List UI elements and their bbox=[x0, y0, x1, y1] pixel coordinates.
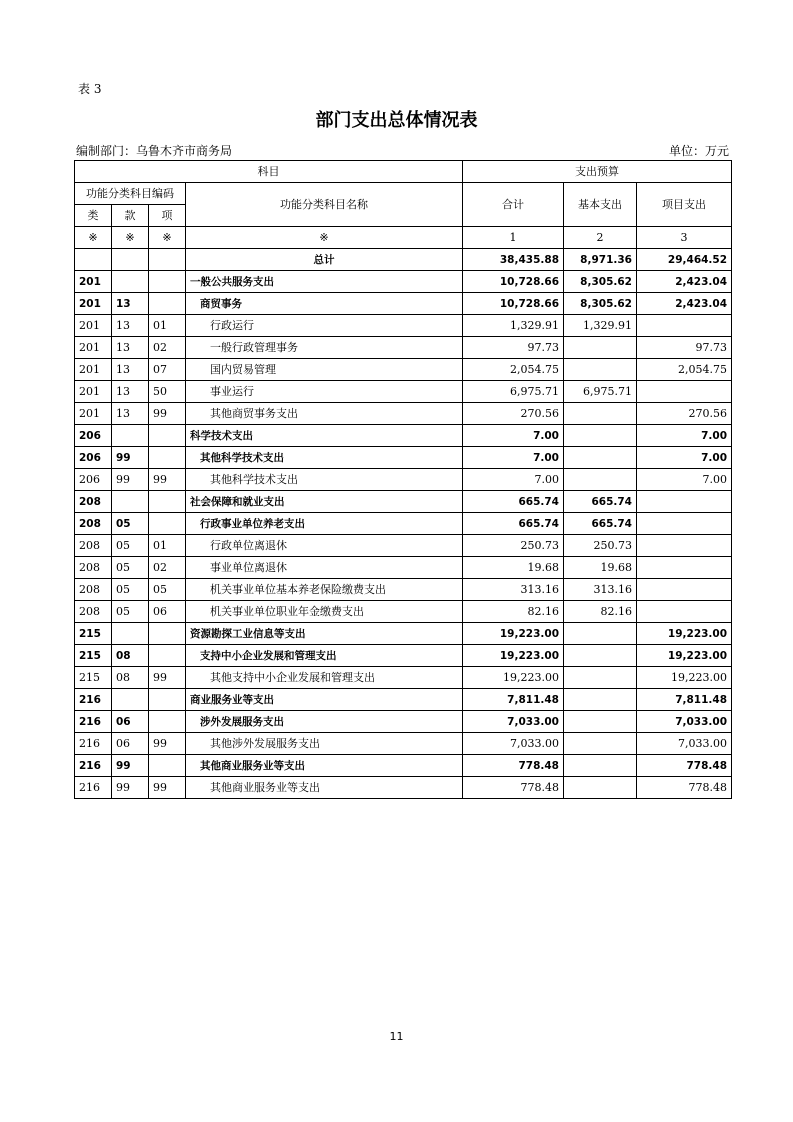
cell-total: 97.73 bbox=[463, 337, 564, 359]
table-row bbox=[75, 359, 732, 381]
cell-lei: 201 bbox=[75, 359, 112, 381]
table-row bbox=[75, 777, 732, 799]
header-basic: 基本支出 bbox=[564, 183, 637, 227]
cell-project: 7.00 bbox=[637, 447, 732, 469]
cell-name: 支持中小企业发展和管理支出 bbox=[186, 645, 463, 667]
cell-lei: 208 bbox=[75, 513, 112, 535]
cell-basic: 8,305.62 bbox=[564, 293, 637, 315]
cell-project: 29,464.52 bbox=[637, 249, 732, 271]
cell-xiang: 01 bbox=[149, 315, 186, 337]
cell-xiang: 06 bbox=[149, 601, 186, 623]
cell-lei: 208 bbox=[75, 491, 112, 513]
cell-basic bbox=[564, 469, 637, 491]
cell-name: 总计 bbox=[186, 249, 463, 271]
cell-name: 其他涉外发展服务支出 bbox=[186, 733, 463, 755]
cell-lei: 206 bbox=[75, 425, 112, 447]
cell-xiang: 02 bbox=[149, 337, 186, 359]
table-row bbox=[75, 491, 732, 513]
cell-project bbox=[637, 513, 732, 535]
cell-kuan: 05 bbox=[112, 579, 149, 601]
cell-xiang: 99 bbox=[149, 403, 186, 425]
cell-name: 国内贸易管理 bbox=[186, 359, 463, 381]
cell-basic bbox=[564, 447, 637, 469]
header-xiang: 项 bbox=[149, 205, 186, 227]
cell-project: 778.48 bbox=[637, 777, 732, 799]
table-number: 表 3 bbox=[78, 82, 102, 96]
cell-kuan bbox=[112, 491, 149, 513]
cell-kuan: 13 bbox=[112, 381, 149, 403]
cell-name: 其他科学技术支出 bbox=[186, 447, 463, 469]
table-row bbox=[75, 337, 732, 359]
table-row bbox=[75, 645, 732, 667]
cell-kuan: 05 bbox=[112, 557, 149, 579]
cell-total: 1,329.91 bbox=[463, 315, 564, 337]
cell-project: 7,033.00 bbox=[637, 711, 732, 733]
cell-lei: 216 bbox=[75, 689, 112, 711]
cell-total: 19,223.00 bbox=[463, 645, 564, 667]
cell-lei: 208 bbox=[75, 535, 112, 557]
cell-name: 其他支持中小企业发展和管理支出 bbox=[186, 667, 463, 689]
cell-kuan bbox=[112, 689, 149, 711]
cell-basic: 250.73 bbox=[564, 535, 637, 557]
cell-xiang bbox=[149, 623, 186, 645]
cell-project: 7.00 bbox=[637, 425, 732, 447]
mark-cell: ※ bbox=[149, 227, 186, 249]
cell-total: 10,728.66 bbox=[463, 271, 564, 293]
table-row bbox=[75, 425, 732, 447]
cell-xiang bbox=[149, 513, 186, 535]
cell-xiang: 99 bbox=[149, 733, 186, 755]
cell-xiang: 05 bbox=[149, 579, 186, 601]
cell-project bbox=[637, 381, 732, 403]
table-row bbox=[75, 447, 732, 469]
cell-basic bbox=[564, 689, 637, 711]
cell-total: 665.74 bbox=[463, 513, 564, 535]
table-row bbox=[75, 579, 732, 601]
cell-xiang: 50 bbox=[149, 381, 186, 403]
header-kuan: 款 bbox=[112, 205, 149, 227]
table-row bbox=[75, 513, 732, 535]
cell-basic: 82.16 bbox=[564, 601, 637, 623]
cell-project: 778.48 bbox=[637, 755, 732, 777]
cell-kuan: 13 bbox=[112, 337, 149, 359]
cell-total: 665.74 bbox=[463, 491, 564, 513]
cell-basic bbox=[564, 425, 637, 447]
cell-xiang: 99 bbox=[149, 777, 186, 799]
table-row bbox=[75, 689, 732, 711]
cell-basic: 6,975.71 bbox=[564, 381, 637, 403]
cell-basic bbox=[564, 337, 637, 359]
cell-basic: 313.16 bbox=[564, 579, 637, 601]
compiling-department: 编制部门：乌鲁木齐市商务局 bbox=[76, 144, 233, 158]
table-row bbox=[75, 249, 732, 271]
cell-basic: 665.74 bbox=[564, 513, 637, 535]
cell-kuan: 13 bbox=[112, 315, 149, 337]
cell-lei: 216 bbox=[75, 755, 112, 777]
header-project: 项目支出 bbox=[637, 183, 732, 227]
cell-kuan: 13 bbox=[112, 359, 149, 381]
cell-name: 机关事业单位职业年金缴费支出 bbox=[186, 601, 463, 623]
cell-xiang bbox=[149, 425, 186, 447]
cell-project: 97.73 bbox=[637, 337, 732, 359]
unit-label: 单位：万元 bbox=[668, 144, 729, 158]
cell-project bbox=[637, 491, 732, 513]
cell-name: 社会保障和就业支出 bbox=[186, 491, 463, 513]
cell-total: 10,728.66 bbox=[463, 293, 564, 315]
cell-name: 行政运行 bbox=[186, 315, 463, 337]
cell-kuan: 08 bbox=[112, 667, 149, 689]
cell-basic bbox=[564, 359, 637, 381]
cell-kuan: 05 bbox=[112, 601, 149, 623]
cell-xiang bbox=[149, 293, 186, 315]
table-row bbox=[75, 315, 732, 337]
cell-kuan: 05 bbox=[112, 513, 149, 535]
header-subject-name: 功能分类科目名称 bbox=[186, 183, 463, 227]
table-row bbox=[75, 271, 732, 293]
cell-lei: 216 bbox=[75, 733, 112, 755]
cell-name: 行政事业单位养老支出 bbox=[186, 513, 463, 535]
cell-name: 其他商业服务业等支出 bbox=[186, 777, 463, 799]
cell-total: 313.16 bbox=[463, 579, 564, 601]
column-number: 2 bbox=[564, 227, 637, 249]
cell-project: 19,223.00 bbox=[637, 667, 732, 689]
cell-total: 19,223.00 bbox=[463, 667, 564, 689]
cell-xiang: 99 bbox=[149, 469, 186, 491]
cell-kuan: 13 bbox=[112, 403, 149, 425]
cell-basic: 8,305.62 bbox=[564, 271, 637, 293]
cell-kuan: 06 bbox=[112, 711, 149, 733]
cell-lei: 215 bbox=[75, 623, 112, 645]
column-number: 1 bbox=[463, 227, 564, 249]
expenditure-table bbox=[74, 160, 732, 799]
cell-kuan: 06 bbox=[112, 733, 149, 755]
header-lei: 类 bbox=[75, 205, 112, 227]
cell-name: 一般行政管理事务 bbox=[186, 337, 463, 359]
cell-project: 19,223.00 bbox=[637, 623, 732, 645]
cell-project: 270.56 bbox=[637, 403, 732, 425]
cell-name: 事业单位离退休 bbox=[186, 557, 463, 579]
cell-kuan: 99 bbox=[112, 777, 149, 799]
cell-total: 2,054.75 bbox=[463, 359, 564, 381]
cell-lei: 216 bbox=[75, 711, 112, 733]
cell-lei: 208 bbox=[75, 601, 112, 623]
cell-xiang: 02 bbox=[149, 557, 186, 579]
cell-lei: 215 bbox=[75, 645, 112, 667]
cell-total: 7.00 bbox=[463, 469, 564, 491]
cell-project bbox=[637, 315, 732, 337]
cell-total: 19,223.00 bbox=[463, 623, 564, 645]
cell-project: 19,223.00 bbox=[637, 645, 732, 667]
cell-name: 行政单位离退休 bbox=[186, 535, 463, 557]
cell-kuan: 99 bbox=[112, 755, 149, 777]
cell-project bbox=[637, 557, 732, 579]
header-code-group: 功能分类科目编码 bbox=[75, 183, 186, 205]
cell-project: 7,033.00 bbox=[637, 733, 732, 755]
cell-basic bbox=[564, 667, 637, 689]
table-row bbox=[75, 535, 732, 557]
cell-kuan: 99 bbox=[112, 469, 149, 491]
cell-total: 38,435.88 bbox=[463, 249, 564, 271]
cell-total: 7.00 bbox=[463, 447, 564, 469]
cell-kuan: 13 bbox=[112, 293, 149, 315]
cell-lei: 208 bbox=[75, 557, 112, 579]
cell-name: 资源勘探工业信息等支出 bbox=[186, 623, 463, 645]
cell-lei: 201 bbox=[75, 381, 112, 403]
cell-xiang bbox=[149, 271, 186, 293]
mark-cell: ※ bbox=[112, 227, 149, 249]
table-row bbox=[75, 601, 732, 623]
cell-kuan: 99 bbox=[112, 447, 149, 469]
cell-kuan: 08 bbox=[112, 645, 149, 667]
cell-basic bbox=[564, 777, 637, 799]
cell-project bbox=[637, 535, 732, 557]
cell-lei: 201 bbox=[75, 315, 112, 337]
cell-xiang bbox=[149, 447, 186, 469]
cell-total: 7,033.00 bbox=[463, 711, 564, 733]
cell-lei: 206 bbox=[75, 469, 112, 491]
cell-name: 其他商业服务业等支出 bbox=[186, 755, 463, 777]
page-number: 11 bbox=[389, 1030, 404, 1043]
cell-lei: 208 bbox=[75, 579, 112, 601]
table-row bbox=[75, 667, 732, 689]
table-row bbox=[75, 557, 732, 579]
header-total: 合计 bbox=[463, 183, 564, 227]
cell-project: 7.00 bbox=[637, 469, 732, 491]
cell-project bbox=[637, 601, 732, 623]
column-number: 3 bbox=[637, 227, 732, 249]
cell-name: 其他商贸事务支出 bbox=[186, 403, 463, 425]
cell-total: 6,975.71 bbox=[463, 381, 564, 403]
cell-project: 2,054.75 bbox=[637, 359, 732, 381]
header-budget: 支出预算 bbox=[463, 161, 732, 183]
cell-project bbox=[637, 579, 732, 601]
cell-total: 7.00 bbox=[463, 425, 564, 447]
cell-basic bbox=[564, 403, 637, 425]
cell-name: 商业服务业等支出 bbox=[186, 689, 463, 711]
table-row bbox=[75, 755, 732, 777]
cell-xiang bbox=[149, 491, 186, 513]
cell-xiang: 01 bbox=[149, 535, 186, 557]
cell-kuan bbox=[112, 249, 149, 271]
cell-name: 事业运行 bbox=[186, 381, 463, 403]
cell-lei: 216 bbox=[75, 777, 112, 799]
cell-lei bbox=[75, 249, 112, 271]
cell-xiang bbox=[149, 689, 186, 711]
cell-basic bbox=[564, 733, 637, 755]
mark-cell: ※ bbox=[75, 227, 112, 249]
cell-total: 82.16 bbox=[463, 601, 564, 623]
cell-total: 7,033.00 bbox=[463, 733, 564, 755]
table-row bbox=[75, 469, 732, 491]
cell-total: 7,811.48 bbox=[463, 689, 564, 711]
cell-total: 250.73 bbox=[463, 535, 564, 557]
cell-lei: 206 bbox=[75, 447, 112, 469]
table-row bbox=[75, 711, 732, 733]
header-subject: 科目 bbox=[75, 161, 463, 183]
cell-xiang: 07 bbox=[149, 359, 186, 381]
cell-lei: 215 bbox=[75, 667, 112, 689]
table-row bbox=[75, 733, 732, 755]
cell-kuan bbox=[112, 271, 149, 293]
cell-kuan bbox=[112, 425, 149, 447]
cell-name: 商贸事务 bbox=[186, 293, 463, 315]
mark-cell: ※ bbox=[186, 227, 463, 249]
cell-project: 2,423.04 bbox=[637, 293, 732, 315]
table-row bbox=[75, 623, 732, 645]
cell-lei: 201 bbox=[75, 337, 112, 359]
cell-project: 2,423.04 bbox=[637, 271, 732, 293]
table-row bbox=[75, 381, 732, 403]
cell-lei: 201 bbox=[75, 403, 112, 425]
cell-basic: 665.74 bbox=[564, 491, 637, 513]
cell-basic: 1,329.91 bbox=[564, 315, 637, 337]
cell-basic bbox=[564, 645, 637, 667]
cell-basic bbox=[564, 711, 637, 733]
cell-xiang bbox=[149, 645, 186, 667]
cell-xiang bbox=[149, 755, 186, 777]
cell-name: 涉外发展服务支出 bbox=[186, 711, 463, 733]
cell-total: 270.56 bbox=[463, 403, 564, 425]
cell-total: 778.48 bbox=[463, 755, 564, 777]
cell-basic bbox=[564, 623, 637, 645]
table-row bbox=[75, 403, 732, 425]
table-row bbox=[75, 293, 732, 315]
cell-project: 7,811.48 bbox=[637, 689, 732, 711]
cell-basic: 19.68 bbox=[564, 557, 637, 579]
cell-xiang bbox=[149, 249, 186, 271]
cell-total: 778.48 bbox=[463, 777, 564, 799]
cell-name: 科学技术支出 bbox=[186, 425, 463, 447]
cell-kuan bbox=[112, 623, 149, 645]
cell-basic: 8,971.36 bbox=[564, 249, 637, 271]
cell-total: 19.68 bbox=[463, 557, 564, 579]
cell-basic bbox=[564, 755, 637, 777]
cell-kuan: 05 bbox=[112, 535, 149, 557]
cell-name: 机关事业单位基本养老保险缴费支出 bbox=[186, 579, 463, 601]
cell-name: 一般公共服务支出 bbox=[186, 271, 463, 293]
cell-xiang bbox=[149, 711, 186, 733]
page-title: 部门支出总体情况表 bbox=[315, 110, 478, 131]
cell-lei: 201 bbox=[75, 293, 112, 315]
cell-lei: 201 bbox=[75, 271, 112, 293]
cell-name: 其他科学技术支出 bbox=[186, 469, 463, 491]
cell-xiang: 99 bbox=[149, 667, 186, 689]
